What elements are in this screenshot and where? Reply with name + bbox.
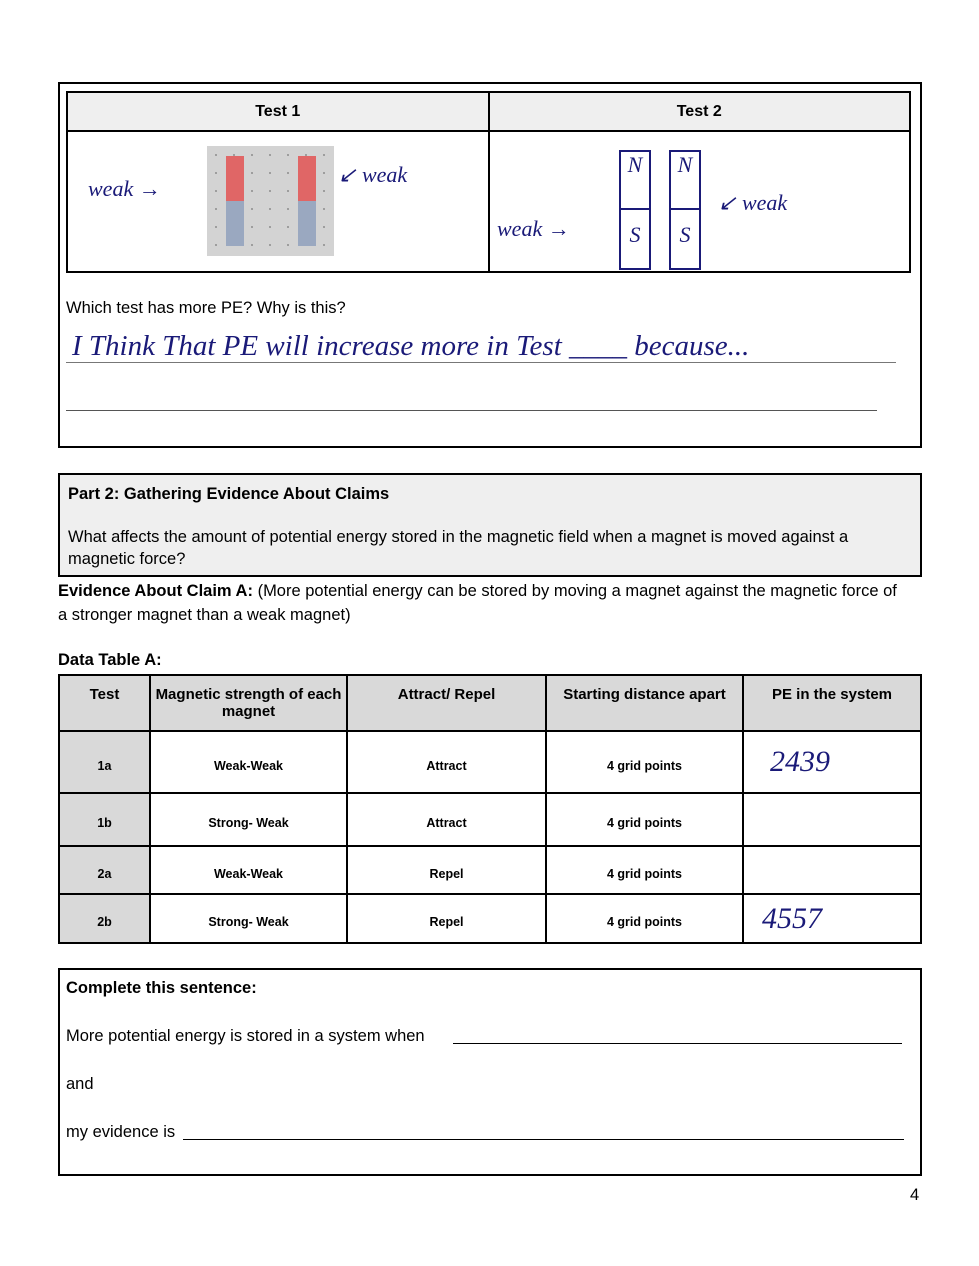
cell-attract-repel: Repel — [347, 894, 546, 943]
test2-header: Test 2 — [489, 92, 911, 131]
table-row — [59, 793, 921, 846]
cell-strength: Strong- Weak — [150, 793, 347, 846]
cell-test: 2b — [59, 894, 150, 943]
test1-header: Test 1 — [67, 92, 489, 131]
pole-n-label: N — [671, 152, 699, 210]
blank-line3[interactable] — [183, 1139, 904, 1140]
test2-left-label: weak → — [497, 216, 570, 241]
sentence-line1: More potential energy is stored in a system when — [66, 1027, 425, 1045]
cell-pe[interactable] — [743, 793, 921, 846]
cell-strength: Weak-Weak — [150, 731, 347, 793]
magnet-south-pole — [298, 201, 316, 246]
blank-line1[interactable] — [453, 1043, 902, 1044]
magnet-simulation-image — [207, 146, 334, 256]
evidence-claim-a — [58, 579, 908, 627]
cell-distance: 4 grid points — [546, 846, 743, 894]
pole-n-label: N — [621, 152, 649, 210]
col-header-test: Test — [59, 675, 150, 731]
part2-box — [58, 473, 922, 577]
table-row — [59, 846, 921, 894]
drawn-magnet — [669, 150, 701, 270]
test1-right-label: ↙ weak — [338, 162, 408, 187]
cell-pe[interactable]: 4557 — [743, 894, 921, 943]
test-comparison-table — [66, 91, 911, 273]
drawn-magnet — [619, 150, 651, 270]
test1-left-label: weak → — [88, 176, 161, 201]
data-table-a — [58, 674, 922, 944]
evidence-label: Evidence About Claim A: — [58, 582, 253, 600]
cell-distance: 4 grid points — [546, 894, 743, 943]
cell-attract-repel: Repel — [347, 846, 546, 894]
cell-strength: Weak-Weak — [150, 846, 347, 894]
sentence-line2: and — [66, 1075, 94, 1093]
pole-s-label: S — [629, 222, 641, 247]
cell-pe[interactable]: 2439 — [743, 731, 921, 793]
magnet-north-pole — [226, 156, 244, 201]
test2-right-label: ↙ weak — [718, 190, 788, 215]
evidence-text: (More potential energy can be stored by moving a magnet against the magnetic force of a stronger magnet than a weak magnet) — [58, 582, 897, 624]
cell-pe[interactable] — [743, 846, 921, 894]
col-header-attract-repel: Attract/ Repel — [347, 675, 546, 731]
cell-attract-repel: Attract — [347, 793, 546, 846]
complete-title: Complete this sentence: — [66, 979, 257, 997]
col-header-pe: PE in the system — [743, 675, 921, 731]
table-row — [59, 731, 921, 793]
pole-s-label: S — [679, 222, 691, 247]
col-header-strength: Magnetic strength of each magnet — [150, 675, 347, 731]
handwritten-answer[interactable]: I Think That PE will increase more in Test ____ because... — [72, 330, 750, 362]
part2-title: Part 2: Gathering Evidence About Claims — [68, 485, 390, 503]
data-table-title: Data Table A: — [58, 651, 162, 669]
cell-strength: Strong- Weak — [150, 894, 347, 943]
cell-distance: 4 grid points — [546, 731, 743, 793]
magnet-south-pole — [226, 201, 244, 246]
pe-question: Which test has more PE? Why is this? — [66, 299, 346, 317]
cell-distance: 4 grid points — [546, 793, 743, 846]
cell-attract-repel: Attract — [347, 731, 546, 793]
cell-test: 2a — [59, 846, 150, 894]
col-header-distance: Starting distance apart — [546, 675, 743, 731]
magnet-north-pole — [298, 156, 316, 201]
cell-test: 1a — [59, 731, 150, 793]
table-row — [59, 894, 921, 943]
sentence-line3: my evidence is — [66, 1123, 176, 1141]
part2-question: What affects the amount of potential energy stored in the magnetic field when a magnet is moved against a magnetic force? — [68, 528, 849, 568]
complete-sentence-box — [58, 968, 922, 1176]
answer-line[interactable] — [66, 410, 877, 411]
cell-test: 1b — [59, 793, 150, 846]
page-number: 4 — [910, 1186, 920, 1204]
